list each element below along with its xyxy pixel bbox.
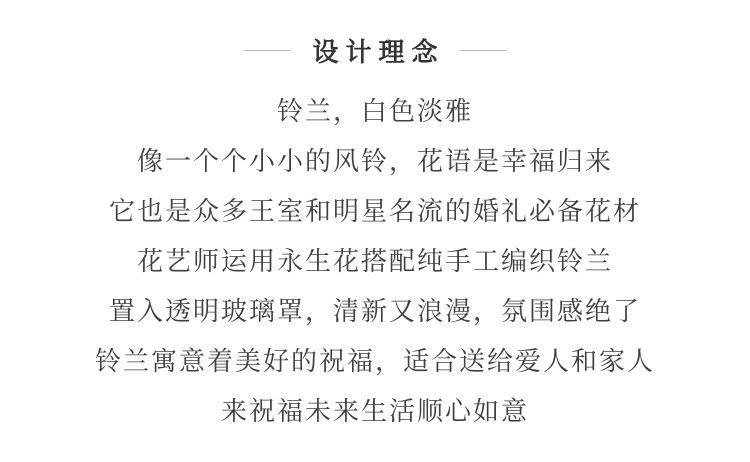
title-divider-left xyxy=(244,50,290,51)
paragraph-line: 铃兰，白色淡雅 xyxy=(276,97,473,126)
description-text xyxy=(0,87,750,437)
paragraph-line: 铃兰寓意着美好的祝福，适合送给爱人和家人 xyxy=(94,347,655,376)
paragraph-line: 置入透明玻璃罩，清新又浪漫，氛围感绝了 xyxy=(108,297,641,326)
paragraph-line: 像一个个小小的风铃，花语是幸福归来 xyxy=(136,147,613,176)
paragraph-line: 它也是众多王室和明星名流的婚礼必备花材 xyxy=(108,197,641,226)
page-title: 设计理念 xyxy=(312,37,445,67)
section-header xyxy=(0,37,750,67)
paragraph-line: 来祝福未来生活顺心如意 xyxy=(220,397,529,426)
paragraph-line: 花艺师运用永生花搭配纯手工编织铃兰 xyxy=(136,247,613,276)
title-divider-right xyxy=(460,50,506,51)
